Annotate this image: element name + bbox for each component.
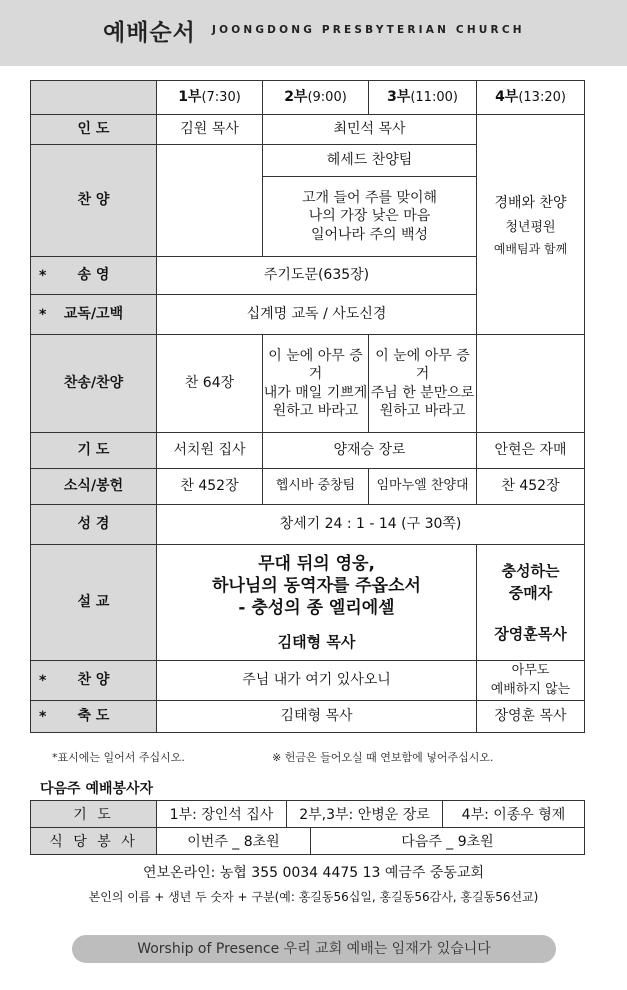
service-1-header: 1부(7:30) [157, 81, 263, 115]
hymn-s2: 이 눈에 아무 증거 내가 매일 기쁘게 원하고 바라고 [263, 335, 369, 433]
offering-s3: 임마누엘 찬양대 [369, 469, 477, 505]
scripture-value: 창세기 24 : 1 - 14 (구 30쪽) [157, 505, 585, 545]
offering-s2: 헵시바 중창팀 [263, 469, 369, 505]
next-prayer-row [31, 801, 585, 828]
praise-song: 나의 가장 낮은 마음 [308, 208, 431, 225]
benediction-s4: 장영훈 목사 [477, 701, 585, 733]
notes [52, 749, 612, 765]
header-bar [0, 0, 627, 66]
label-scripture: 성 경 [31, 505, 157, 545]
row-hymn [31, 335, 585, 433]
sermon-pastor: 김태형 목사 [277, 632, 356, 651]
benediction-value: 김태형 목사 [157, 701, 477, 733]
praise-team: 헤세드 찬양팀 [263, 145, 477, 177]
next-prayer-s4: 4부: 이종우 형제 [443, 801, 585, 828]
label-sermon: 설 교 [31, 545, 157, 661]
label-benediction: * 축 도 [31, 701, 157, 733]
offering-s1: 찬 452장 [157, 469, 263, 505]
row-hymn2 [31, 661, 585, 701]
next-prayer-s23: 2부,3부: 안병운 장로 [287, 801, 443, 828]
call-value: 주기도문(635장) [157, 257, 477, 295]
row-lead [31, 115, 585, 145]
service-2-header: 2부(9:00) [263, 81, 369, 115]
row-sermon [31, 545, 585, 661]
praise-songs [263, 177, 477, 257]
sermon-s4: 충성하는 중매자 장영훈목사 [477, 545, 585, 661]
praise-song: 고개 들어 주를 맞이해 [301, 190, 438, 207]
lead-s1: 김원 목사 [157, 115, 263, 145]
hymn-s4-empty [477, 335, 585, 433]
label-hymn2: * 찬 양 [31, 661, 157, 701]
online-offering-instructions: 본인의 이름 + 생년 두 숫자 + 구분(예: 홍길동56십일, 홍길동56감사, 홍길동56선교) [88, 890, 539, 904]
service-4-praise-block: 경배와 찬양 청년평원 예배팀과 함께 [477, 115, 585, 335]
lead-s23: 최민석 목사 [263, 115, 477, 145]
next-week-title: 다음주 예배봉사자 [40, 781, 154, 797]
row-scripture [31, 505, 585, 545]
worship-order-table [30, 80, 585, 733]
hymn-s1: 찬 64장 [157, 335, 263, 433]
footer-banner: Worship of Presence 우리 교회 예배는 임재가 있습니다 [72, 935, 556, 963]
sermon-title: 무대 뒤의 영웅, 하나님의 동역자를 주옵소서 - 충성의 종 엘리에셀 [212, 553, 421, 618]
label-creed: * 교독/고백 [31, 295, 157, 335]
header-corner [31, 81, 157, 115]
note-stand: *표시에는 일어서 주십시오. [52, 751, 185, 764]
service-3-header: 3부(11:00) [369, 81, 477, 115]
label-prayer: 기 도 [31, 433, 157, 469]
page-title: 예배순서 [103, 20, 196, 46]
church-name: JOONGDONG PRESBYTERIAN CHURCH [212, 24, 525, 36]
label-lead: 인 도 [31, 115, 157, 145]
creed-value: 십계명 교독 / 사도신경 [157, 295, 477, 335]
hymn2-s4: 아무도 예배하지 않는 [477, 661, 585, 701]
label-hymn: 찬송/찬양 [31, 335, 157, 433]
praise-song: 일어나라 주의 백성 [310, 226, 429, 243]
hymn2-value: 주님 내가 여기 있사오니 [157, 661, 477, 701]
prayer-s4: 안현은 자매 [477, 433, 585, 469]
prayer-s23: 양재승 장로 [263, 433, 477, 469]
next-week-table [30, 800, 585, 855]
label-call: * 송 영 [31, 257, 157, 295]
kitchen-this-week: 이번주 _ 8초원 [157, 828, 311, 855]
prayer-s1: 서치원 집사 [157, 433, 263, 469]
next-kitchen-label: 식 당 봉 사 [31, 828, 157, 855]
label-offering: 소식/봉헌 [31, 469, 157, 505]
next-prayer-s1: 1부: 장인석 집사 [157, 801, 287, 828]
next-kitchen-row [31, 828, 585, 855]
row-prayer [31, 433, 585, 469]
offering-s4: 찬 452장 [477, 469, 585, 505]
next-prayer-label: 기 도 [31, 801, 157, 828]
service-header-row [31, 81, 585, 115]
note-offering: ※ 헌금은 들어오실 때 연보함에 넣어주십시오. [272, 751, 494, 764]
online-offering-account: 연보온라인: 농협 355 0034 4475 13 예금주 중동교회 [143, 865, 484, 881]
hymn-s3: 이 눈에 아무 증거 주님 한 분만으로 원하고 바라고 [369, 335, 477, 433]
row-benediction [31, 701, 585, 733]
praise-s1-empty [157, 145, 263, 257]
kitchen-next-week: 다음주 _ 9초원 [311, 828, 585, 855]
row-offering [31, 469, 585, 505]
service-4-header: 4부(13:20) [477, 81, 585, 115]
label-praise: 찬 양 [31, 145, 157, 257]
sermon-main [157, 545, 477, 661]
